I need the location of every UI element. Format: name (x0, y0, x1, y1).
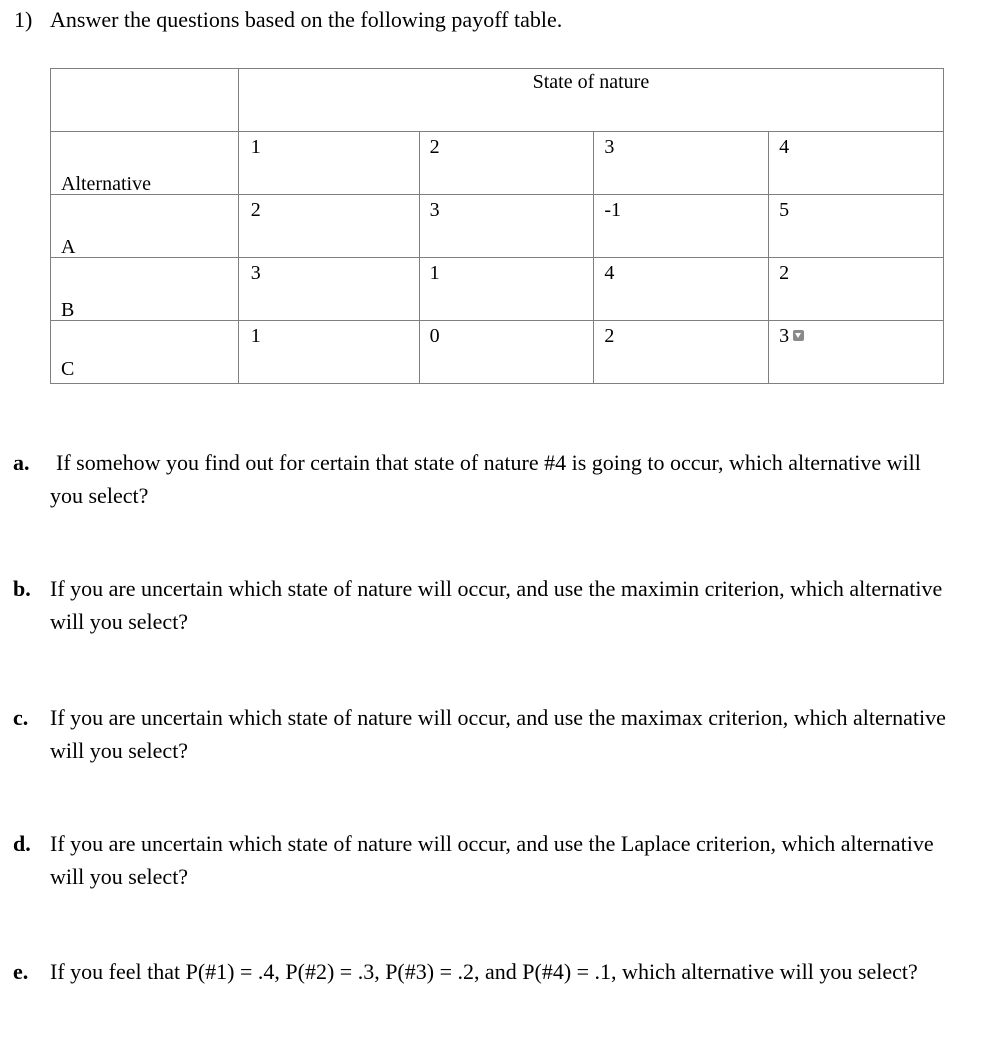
question-heading-text: Answer the questions based on the following payoff table. (50, 7, 563, 32)
question-letter: d. (13, 831, 31, 856)
state-number: 1 (250, 136, 261, 158)
payoff-value: -1 (604, 199, 622, 221)
table-cell (419, 321, 594, 384)
state-number: 3 (604, 136, 615, 158)
payoff-value: 1 (429, 262, 440, 284)
table-cell (769, 258, 944, 321)
table-header-row (51, 69, 944, 132)
payoff-value: 3 (779, 325, 790, 347)
table-row (51, 195, 944, 258)
question-text: If you are uncertain which state of nature will occur, and use the maximin criterion, which alternative will you select? (50, 576, 943, 634)
table-cell (594, 195, 769, 258)
question-number: 1) (14, 7, 33, 32)
table-cell (594, 258, 769, 321)
alternative-cell (51, 258, 239, 321)
question-letter: b. (13, 576, 31, 601)
question-letter: c. (13, 705, 29, 730)
payoff-value: 3 (429, 199, 440, 221)
table-cell (769, 321, 944, 384)
question-text: If somehow you find out for certain that state of nature #4 is going to occur, which alternative will you select? (50, 450, 921, 508)
table-cell (419, 195, 594, 258)
payoff-value: 0 (429, 325, 440, 347)
question-text: If you are uncertain which state of nature will occur, and use the maximax criterion, which alternative will you select? (50, 705, 946, 763)
alternative-name: C (61, 358, 75, 380)
alternative-label: Alternative (61, 173, 151, 195)
table-row (51, 321, 944, 384)
payoff-value: 3 (250, 262, 261, 284)
table-cell (594, 132, 769, 195)
payoff-table (50, 68, 944, 384)
state-of-nature-header-cell (238, 69, 943, 132)
table-cell (419, 258, 594, 321)
payoff-value: 5 (779, 199, 790, 221)
table-cell (769, 132, 944, 195)
payoff-value: 4 (604, 262, 615, 284)
alternative-label-cell (51, 132, 239, 195)
state-of-nature-label: State of nature (532, 71, 650, 93)
payoff-value: 2 (779, 262, 790, 284)
table-cell (238, 321, 419, 384)
table-row (51, 132, 944, 195)
alternative-name: B (61, 299, 75, 321)
table-cell (769, 195, 944, 258)
payoff-value-cell (779, 325, 804, 348)
table-cell (238, 132, 419, 195)
alternative-cell (51, 321, 239, 384)
table-corner-cell (51, 69, 239, 132)
payoff-value: 2 (250, 199, 261, 221)
alternative-cell (51, 195, 239, 258)
table-cell (238, 258, 419, 321)
alternative-name: A (61, 236, 76, 258)
table-cell (419, 132, 594, 195)
table-cell (594, 321, 769, 384)
question-letter: a. (13, 450, 30, 475)
table-cell (238, 195, 419, 258)
payoff-value: 1 (250, 325, 261, 347)
table-row (51, 258, 944, 321)
payoff-value: 2 (604, 325, 615, 347)
question-text: If you are uncertain which state of nature will occur, and use the Laplace criterion, which alternative will you select? (50, 831, 934, 889)
question-heading (14, 4, 562, 36)
state-number: 4 (779, 136, 790, 158)
question-letter: e. (13, 959, 29, 984)
question-text: If you feel that P(#1) = .4, P(#2) = .3, P(#3) = .2, and P(#4) = .1, which alternative will you select? (50, 959, 918, 984)
cell-dropdown-icon[interactable] (793, 330, 804, 341)
state-number: 2 (429, 136, 440, 158)
